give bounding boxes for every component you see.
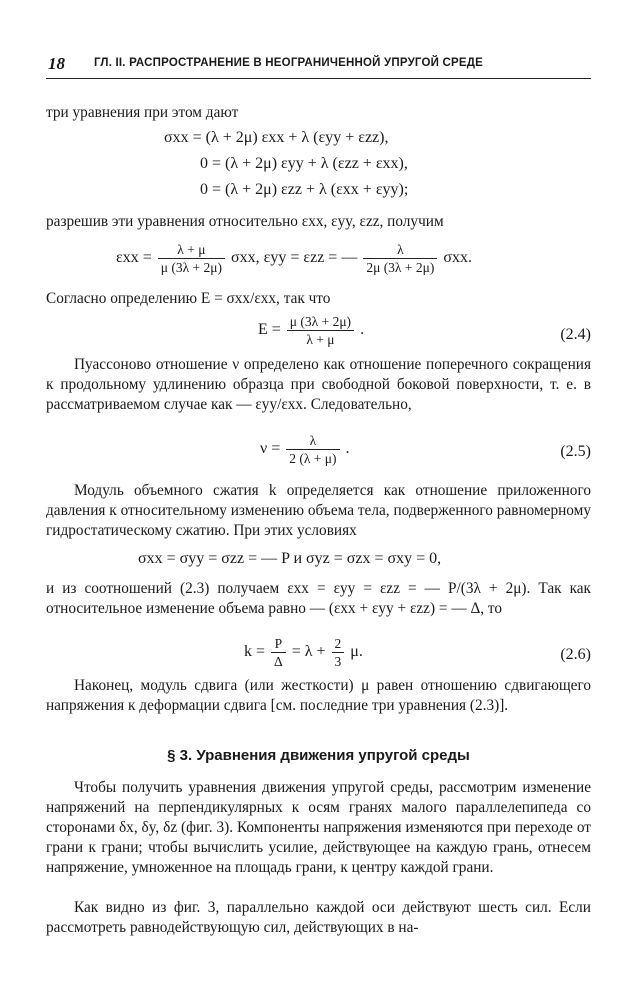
equation-number-2-5: (2.5) [560,443,591,460]
fraction-2-denominator: 2μ (3λ + 2μ) [366,260,435,275]
equation-strain-solution [116,242,472,275]
eq-f-right: μ. [350,643,363,661]
section-heading: § 3. Уравнения движения упругой среды [167,747,470,764]
eq-d-right: . [345,440,350,458]
fraction-1-denominator: μ (3λ + 2μ) [160,260,223,275]
fraction-young-numerator: μ (3λ + 2μ) [287,314,354,331]
paragraph-young-definition: Согласно определению E = σxx/εxx, так что [46,290,331,307]
fraction-young-denominator: λ + μ [306,332,335,347]
eq-d-left: ν = [260,440,281,458]
equation-young-modulus [258,314,364,347]
equation-number-2-6: (2.6) [560,646,591,663]
eq-f-middle: = λ + [291,643,326,661]
paragraph-poisson: Пуассоново отношение ν определено как отношение поперечного сокращения к продольному удлинению образца при свободной боковой поверхности, т. е. в рассматриваемом случае как — εyy/εxx. Следовательно, [46,356,591,413]
equation-number-2-4: (2.4) [560,326,591,343]
fraction-two-thirds [332,636,345,669]
eq-c-right: . [360,321,365,339]
fraction-young [287,314,354,347]
paragraph-forces: Как видно из фиг. 3, параллельно каждой оси действуют шесть сил. Если рассмотреть равнодействующую сил, действующих в на- [46,899,591,936]
fraction-poisson-denominator: 2 (λ + μ) [289,451,337,466]
fraction-p-delta [271,636,286,669]
equation-hydrostatic: σxx = σyy = σzz = — P и σyz = σzx = σxy = 0, [138,550,442,567]
eq-b-left: εxx = [116,249,152,267]
fraction-2 [363,242,437,275]
paragraph-shear-modulus: Наконец, модуль сдвига (или жесткости) μ равен отношению сдвигающего напряжения к деформации сдвига [см. последние три уравнения (2.3)]. [46,677,591,714]
eq-f-left: k = [244,643,266,661]
equation-strain-zz: 0 = (λ + 2μ) εzz + λ (εxx + εyy); [200,181,409,198]
equation-poisson-ratio [260,433,350,466]
eq-c-left: E = [258,321,281,339]
eq-b-right: σxx. [443,249,472,267]
fraction-p-delta-denominator: Δ [274,654,283,669]
running-head: ГЛ. II. РАСПРОСТРАНЕНИЕ В НЕОГРАНИЧЕННОЙ УПРУГОЙ СРЕДЕ [94,57,484,69]
fraction-1-numerator: λ + μ [158,242,225,259]
paragraph-equations-of-motion: Чтобы получить уравнения движения упругой среды, рассмотрим изменение напряжений на перпендикулярных к осям гранях малого параллелепипеда со сторонами δx, δy, δz (фиг. 3). Компоненты напряжения изменяются при переходе от грани к грани; чтобы вычислить усилие, действующее на каждую грань, отнесем напряжение, умноженное на площадь грани, к центру каждой грани. [46,779,591,876]
paragraph-solving: разрешив эти уравнения относительно εxx, εyy, εzz, получим [46,213,444,230]
page-header [46,56,591,79]
fraction-two-thirds-denominator: 3 [334,654,342,669]
paragraph-intro: три уравнения при этом дают [46,104,239,121]
fraction-two-thirds-numerator: 2 [332,636,345,653]
fraction-2-numerator: λ [363,242,437,259]
fraction-p-delta-numerator: P [271,636,286,653]
fraction-1 [158,242,225,275]
page-number: 18 [48,54,65,73]
paragraph-volume-change: и из соотношений (2.3) получаем εxx = εyy = εzz = — P/(3λ + 2μ). Так как относительное изменение объема равно — (εxx + εyy + εzz) = — Δ, то [46,580,591,617]
fraction-poisson [286,433,339,466]
equation-strain-yy: 0 = (λ + 2μ) εyy + λ (εzz + εxx), [200,155,408,172]
fraction-poisson-numerator: λ [286,433,339,450]
paragraph-bulk-modulus: Модуль объемного сжатия k определяется как отношение приложенного давления к относительному изменению объема тела, подверженного равномерному гидростатическому сжатию. При этих условиях [46,482,591,539]
equation-stress-xx: σxx = (λ + 2μ) εxx + λ (εyy + εzz), [164,129,389,146]
equation-bulk-modulus [244,636,363,669]
eq-b-middle: σxx, εyy = εzz = — [231,249,358,267]
